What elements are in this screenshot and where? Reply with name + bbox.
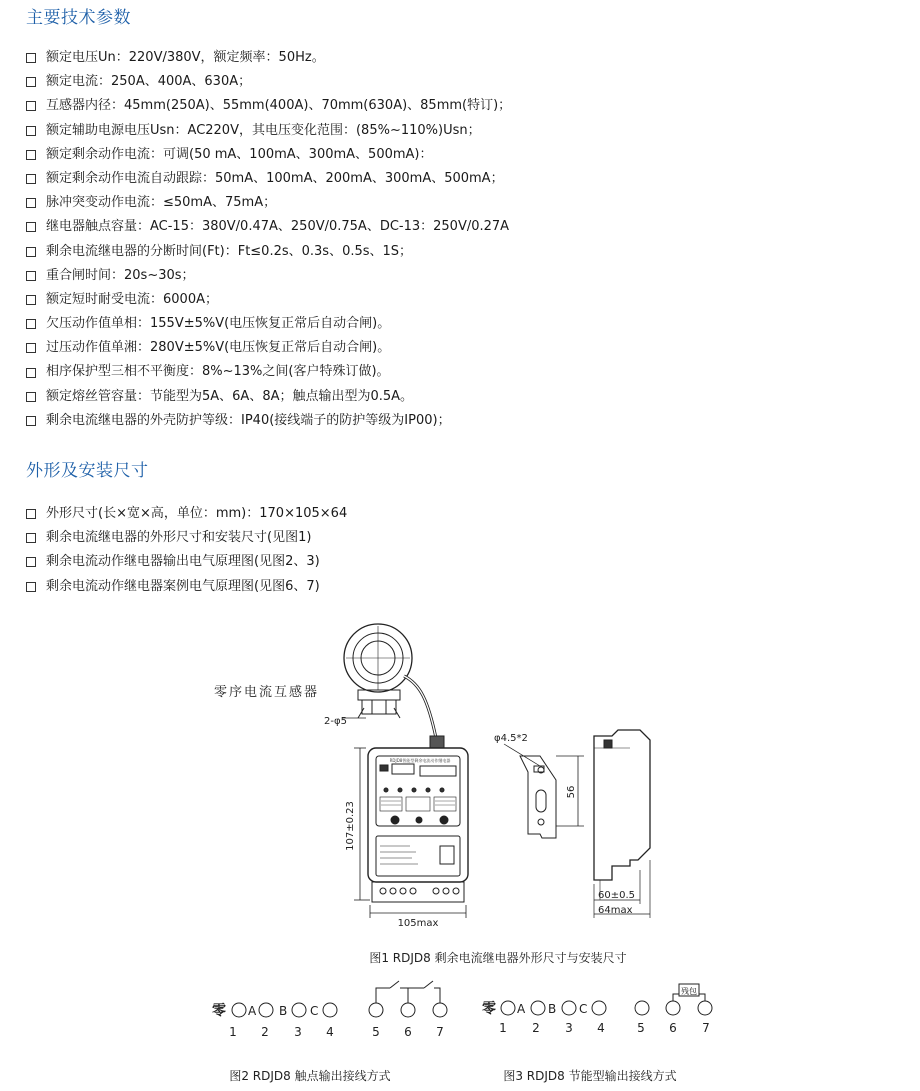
fig2-phase-b: B [279, 1004, 288, 1018]
spec-item-text: 额定短时耐受电流：6000A； [46, 291, 218, 307]
spec-item-text: 重合闸时间：20s~30s； [46, 267, 195, 283]
bracket-hole-label: φ4.5*2 [494, 733, 528, 744]
spec-item-text: 额定剩余动作电流：可调(50 mA、100mA、300mA、500mA)： [46, 146, 433, 162]
fig3-num-4: 4 [597, 1021, 605, 1035]
spec-item-text: 额定剩余动作电流自动跟踪：50mA、100mA、200mA、300mA、500mA； [46, 170, 504, 186]
spec-item-text: 外形尺寸(长×宽×高，单位：mm)：170×105×64 [46, 506, 348, 521]
hole-label: 2-φ5 [324, 716, 347, 727]
spec-item-text: 继电器触点容量：AC-15：380V/0.47A、250V/0.75A、DC-13：250V/0.27A [46, 219, 510, 235]
fig2-num-7: 7 [436, 1025, 444, 1039]
spec-item-text: 额定熔丝管容量：节能型为5A、6A、8A；触点输出型为0.5A。 [46, 388, 414, 404]
spec-item-text: 相序保护型三相不平衡度：8%~13%之间(客户特殊订做)。 [46, 364, 390, 380]
current-transformer-drawing [344, 624, 444, 748]
sensor-label: 零序电流互感器 [214, 685, 320, 700]
fig2-num-5: 5 [372, 1025, 380, 1039]
height-label: 107±0.23 [345, 801, 356, 851]
spec-item-text: 欠压动作值单相：155V±5%V(电压恢复正常后自动合闸)。 [46, 316, 391, 332]
spec-item-text: 额定辅助电源电压Usn：AC220V，其电压变化范围：(85%~110%)Usn； [46, 122, 481, 138]
fig2-num-2: 2 [261, 1025, 269, 1039]
width-label: 105max [397, 918, 439, 929]
fig2-phase-a: A [248, 1004, 257, 1018]
spec-item-text: 额定电压Un：220V/380V，额定频率：50Hz。 [46, 50, 325, 65]
fig2-num-1: 1 [229, 1025, 237, 1039]
fig3-phase-a: A [517, 1002, 526, 1016]
fig3-fuse-label: 残包 [681, 987, 697, 996]
figure3-caption: 图3 RDJD8 节能型输出接线方式 [503, 1069, 677, 1083]
fig2-num-6: 6 [404, 1025, 412, 1039]
spec-item-text: 剩余电流继电器的分断时间(Ft)：Ft≤0.2s、0.3s、0.5s、1S； [46, 243, 413, 259]
spec-item-text: 剩余电流继电器的外壳防护等级：IP40(接线端子的防护等级为IP00)； [46, 412, 451, 428]
side-60-label: 60±0.5 [598, 890, 636, 901]
figure1-caption: 图1 RDJD8 剩余电流继电器外形尺寸与安装尺寸 [369, 951, 627, 965]
spec-item-text: 互感器内径：45mm(250A)、55mm(400A)、70mm(630A)、85mm(特订)； [46, 98, 512, 114]
spec-item-text: 剩余电流动作继电器输出电气原理图(见图2、3) [46, 554, 320, 570]
spec-item-text: 额定电流：250A、400A、630A； [46, 74, 252, 90]
spec-item-text: 剩余电流动作继电器案例电气原理图(见图6、7) [46, 578, 320, 594]
fig2-zero: 零 [212, 1003, 226, 1019]
device-body-drawing [368, 748, 468, 902]
spec-item-text: 过压动作值单湘：280V±5%V(电压恢复正常后自动合闸)。 [46, 340, 391, 356]
fig3-num-5: 5 [637, 1021, 645, 1035]
fig3-phase-b: B [548, 1002, 557, 1016]
section-title-specs: 主要技术参数 [26, 8, 131, 28]
spec-item-text: 脉冲突变动作电流：≤50mA、75mA； [46, 195, 277, 211]
fig3-num-6: 6 [669, 1021, 677, 1035]
spec-item-text: 剩余电流继电器的外形尺寸和安装尺寸(见图1) [46, 530, 312, 546]
bracket-56-label: 56 [566, 785, 577, 799]
fig3-phase-c: C [579, 1002, 588, 1016]
device-title-label: RDJD8智能型剩余电流动作继电器 [389, 758, 451, 763]
figure2-wiring [232, 981, 447, 1017]
fig3-num-7: 7 [702, 1021, 710, 1035]
figure2-caption: 图2 RDJD8 触点输出接线方式 [229, 1069, 391, 1083]
fig2-phase-c: C [310, 1004, 319, 1018]
fig3-num-3: 3 [565, 1021, 573, 1035]
side-64-label: 64max [598, 905, 633, 916]
fig2-num-3: 3 [294, 1025, 302, 1039]
fig3-zero: 零 [482, 1001, 496, 1017]
fig3-num-2: 2 [532, 1021, 540, 1035]
section-title-dimensions: 外形及安装尺寸 [26, 461, 149, 481]
fig3-num-1: 1 [499, 1021, 507, 1035]
fig2-num-4: 4 [326, 1025, 334, 1039]
